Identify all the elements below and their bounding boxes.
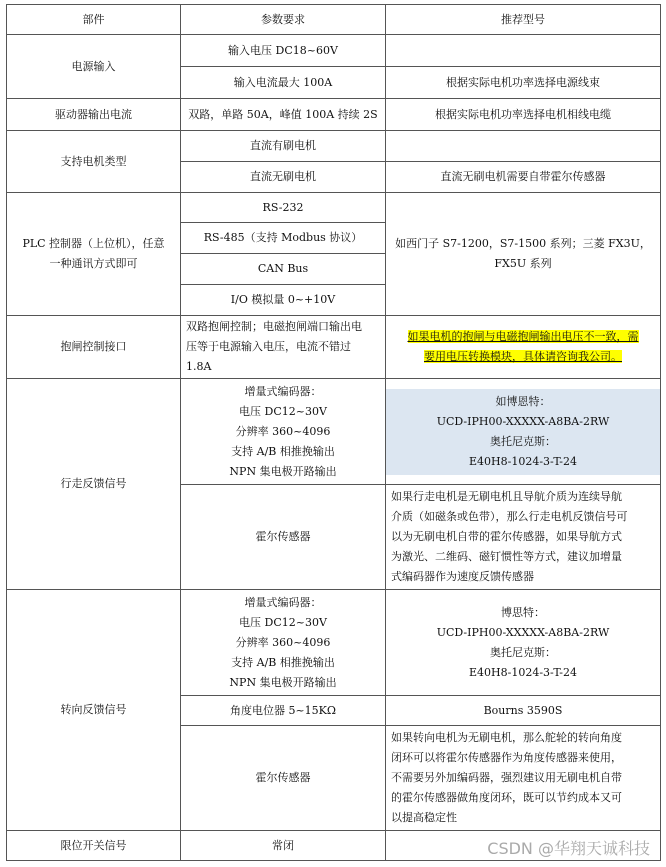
spec-table xyxy=(6,4,661,861)
spec-brake xyxy=(181,316,386,379)
rec-travel-hall-line: 式编码器作为速度反馈传感器 xyxy=(391,570,534,583)
rec-travel-hall-line: 如果行走电机是无刷电机且导航介质为连续导航 xyxy=(391,490,622,503)
spec-travel-encoder-line: 支持 A/B 相推挽输出 xyxy=(231,444,335,458)
table-row xyxy=(7,131,661,162)
spec-steer-encoder-line: NPN 集电极开路输出 xyxy=(229,675,337,689)
part-travel-feedback: 行走反馈信号 xyxy=(7,379,181,590)
spec-brake-line1: 双路抱闸控制；电磁抱闸端口输出电 xyxy=(186,320,362,333)
rec-plc-line2: FX5U 系列 xyxy=(494,257,552,270)
spec-brake-line2: 压等于电源输入电压，电流不错过 xyxy=(186,340,351,353)
rec-travel-encoder-box xyxy=(386,389,660,475)
rec-steer-hall-line: 如果转向电机为无刷电机，那么舵轮的转向角度 xyxy=(391,731,622,744)
spec-travel-hall: 霍尔传感器 xyxy=(181,485,386,590)
spec-steer-pot: 角度电位器 5~15KΩ xyxy=(181,696,386,726)
part-power: 电源输入 xyxy=(7,35,181,99)
table-row xyxy=(7,35,661,67)
rec-brake-line1: 如果电机的抱闸与电磁抱闸输出电压不一致，需 xyxy=(407,330,639,343)
spec-plc-rs232: RS-232 xyxy=(181,193,386,223)
table-row xyxy=(7,590,661,696)
header-recommend: 推荐型号 xyxy=(386,5,661,35)
part-plc xyxy=(7,193,181,316)
rec-brake xyxy=(386,316,661,379)
header-spec: 参数要求 xyxy=(181,5,386,35)
watermark: CSDN @华翔天诚科技 xyxy=(487,839,650,858)
rec-steer-encoder-line: E40H8-1024-3-T-24 xyxy=(468,665,577,679)
header-part: 部件 xyxy=(7,5,181,35)
spec-travel-encoder-line: 分辨率 360~4096 xyxy=(235,424,331,438)
rec-steer-encoder-line: 博思特： xyxy=(501,605,545,619)
rec-steer-hall xyxy=(386,726,661,831)
rec-steer-hall-line: 的霍尔传感器做角度闭环，既可以节约成本又可 xyxy=(391,791,622,804)
rec-travel-encoder-line: 奥托尼克斯： xyxy=(490,434,556,448)
spec-travel-encoder-line: 增量式编码器： xyxy=(244,384,322,398)
table-row xyxy=(7,99,661,131)
spec-motor-brushless: 直流无刷电机 xyxy=(181,162,386,193)
rec-travel-encoder-line: UCD-IPH00-XXXXX-A8BA-2RW xyxy=(436,414,610,428)
spec-travel-encoder-line: 电压 DC12~30V xyxy=(239,404,327,418)
rec-steer-hall-line: 不需要另外加编码器，强烈建议用无刷电机自带 xyxy=(391,771,622,784)
rec-driver-output: 根据实际电机功率选择电机相线电缆 xyxy=(386,99,661,131)
spec-steer-hall: 霍尔传感器 xyxy=(181,726,386,831)
table-row xyxy=(7,193,661,223)
rec-brake-line2: 要用电压转换模块，具体请咨询我公司。 xyxy=(424,350,622,363)
spec-plc-io: I/O 模拟量 0~+10V xyxy=(181,285,386,316)
part-motor-type: 支持电机类型 xyxy=(7,131,181,193)
rec-travel-hall-line: 以为无刷电机自带的霍尔传感器，如果导航方式 xyxy=(391,530,622,543)
spec-steer-encoder-line: 电压 DC12~30V xyxy=(239,615,327,629)
spec-limit-switch: 常闭 xyxy=(181,831,386,861)
spec-steer-encoder-line: 增量式编码器： xyxy=(244,595,322,609)
rec-travel-hall-line: 介质（如磁条或色带），那么行走电机反馈信号可 xyxy=(391,510,628,523)
rec-steer-encoder-line: UCD-IPH00-XXXXX-A8BA-2RW xyxy=(436,625,610,639)
spec-power-current: 输入电流最大 100A xyxy=(181,67,386,99)
part-steer-feedback: 转向反馈信号 xyxy=(7,590,181,831)
part-plc-line2: 一种通讯方式即可 xyxy=(49,257,138,270)
rec-power-current: 根据实际电机功率选择电源线束 xyxy=(386,67,661,99)
spec-steer-encoder xyxy=(181,590,386,696)
spec-power-voltage: 输入电压 DC18~60V xyxy=(181,35,386,67)
rec-motor-brushless: 直流无刷电机需要自带霍尔传感器 xyxy=(386,162,661,193)
rec-plc-line1: 如西门子 S7-1200，S7-1500 系列；三菱 FX3U， xyxy=(395,237,651,250)
part-brake: 抱闸控制接口 xyxy=(7,316,181,379)
spec-motor-brushed: 直流有刷电机 xyxy=(181,131,386,162)
table-row xyxy=(7,316,661,379)
part-driver-output: 驱动器输出电流 xyxy=(7,99,181,131)
spec-plc-rs485: RS-485（支持 Modbus 协议） xyxy=(181,223,386,254)
rec-travel-hall-line: 为激光、二维码、磁钉惯性等方式，建议加增量 xyxy=(391,550,622,563)
table-header-row xyxy=(7,5,661,35)
rec-travel-encoder xyxy=(386,379,661,485)
part-limit-switch: 限位开关信号 xyxy=(7,831,181,861)
rec-plc xyxy=(386,193,661,316)
rec-travel-encoder-line: E40H8-1024-3-T-24 xyxy=(468,454,577,468)
spec-travel-encoder-line: NPN 集电极开路输出 xyxy=(229,464,337,478)
spec-driver-output: 双路，单路 50A，峰值 100A 持续 2S xyxy=(181,99,386,131)
spec-plc-canbus: CAN Bus xyxy=(181,254,386,285)
spec-steer-encoder-line: 支持 A/B 相推挽输出 xyxy=(231,655,335,669)
rec-power-voltage xyxy=(386,35,661,67)
rec-steer-encoder xyxy=(386,590,661,696)
spec-steer-encoder-line: 分辨率 360~4096 xyxy=(235,635,331,649)
rec-steer-hall-line: 以提高稳定性 xyxy=(391,811,457,824)
rec-steer-pot: Bourns 3590S xyxy=(386,696,661,726)
part-plc-line1: PLC 控制器（上位机），任意 xyxy=(22,237,165,250)
rec-travel-encoder-line: 如博恩特： xyxy=(495,394,551,408)
rec-steer-hall-line: 闭环可以将霍尔传感器作为角度传感器来使用， xyxy=(391,751,622,764)
rec-travel-hall xyxy=(386,485,661,590)
spec-travel-encoder xyxy=(181,379,386,485)
table-row xyxy=(7,379,661,485)
rec-steer-encoder-line: 奥托尼克斯： xyxy=(490,645,556,659)
spec-brake-line3: 1.8A xyxy=(186,360,212,373)
rec-motor-brushed xyxy=(386,131,661,162)
